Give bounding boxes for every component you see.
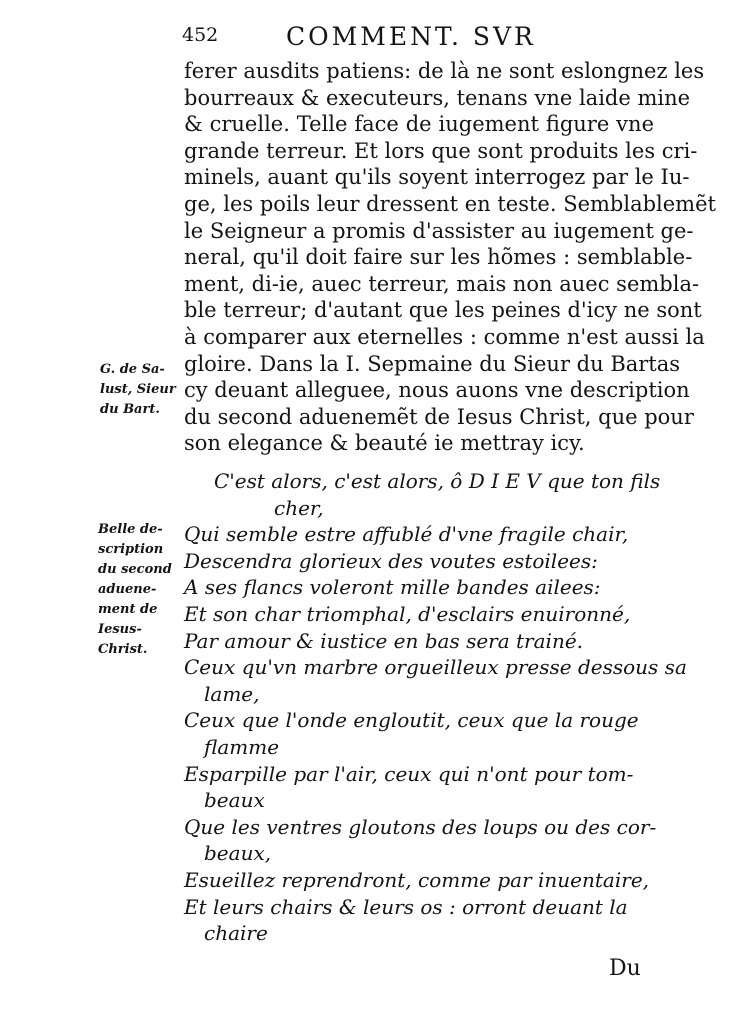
margin-note-line: scription [98, 542, 164, 557]
verse-line: Par amour & iustice en bas sera trainé. [184, 628, 584, 653]
prose-line: neral, qu'il doit faire sur les hõmes : semblable- [184, 245, 693, 270]
prose-paragraph [184, 58, 716, 457]
margin-note-author [100, 360, 180, 420]
margin-note-line: ment de [98, 602, 158, 617]
verse-line: Qui semble estre affublé d'vne fragile chair, [184, 522, 629, 547]
prose-line: son elegance & beauté ie mettray icy. [184, 431, 585, 456]
margin-note-description [98, 520, 178, 660]
prose-line: le Seigneur a promis d'assister au iugement ge- [184, 218, 694, 243]
margin-note-line: lust, Sieur [100, 382, 176, 397]
catchword: Du [609, 956, 641, 981]
verse-line: Ceux que l'onde engloutit, ceux que la rouge [184, 708, 639, 733]
verse-line: A ses flancs voleront mille bandes ailees: [184, 575, 601, 600]
prose-line: ble terreur; d'autant que les peines d'icy ne sont [184, 298, 702, 323]
margin-note-line: aduene- [98, 582, 157, 597]
verse-line: beaux, [204, 841, 272, 866]
running-title: COMMENT. SVR [286, 22, 536, 51]
prose-line: du second aduenemẽt de Iesus Christ, que pour [184, 404, 694, 429]
prose-line: minels, auant qu'ils soyent interrogez par le Iu- [184, 165, 690, 190]
margin-note-line: Iesus- [98, 622, 142, 637]
prose-line: à comparer aux eternelles : comme n'est aussi la [184, 324, 705, 349]
verse-line: chaire [204, 921, 268, 946]
verse-line: lame, [204, 681, 260, 706]
margin-note-line: G. de Sa- [100, 362, 165, 377]
verse-line: cher, [274, 495, 324, 520]
verse-line: beaux [204, 788, 265, 813]
margin-note-line: du second [98, 562, 172, 577]
prose-line: ge, les poils leur dressent en teste. Semblablemẽt [184, 191, 716, 216]
verse-line: C'est alors, c'est alors, ô D I E V que ton fils [214, 469, 661, 493]
verse-line: Ceux qu'vn marbre orgueilleux presse dessous sa [184, 655, 687, 680]
verse-line: Descendra glorieux des voutes estoilees: [184, 548, 598, 573]
prose-line: ferer ausdits patiens: de là ne sont eslongnez les [184, 59, 705, 83]
verse-line: Et leurs chairs & leurs os : orront deuant la [184, 894, 628, 919]
verse-line: Et son char triomphal, d'esclairs enuironné, [184, 601, 631, 626]
prose-line: grande terreur. Et lors que sont produits les cri- [184, 138, 698, 163]
prose-line: bourreaux & executeurs, tenans vne laide mine [184, 85, 691, 110]
margin-note-line: Belle de- [98, 522, 163, 537]
running-header [182, 22, 652, 56]
margin-note-line: Christ. [98, 642, 148, 657]
margin-note-line: du Bart. [100, 402, 160, 417]
prose-line: ment, di-ie, auec terreur, mais non auec sembla- [184, 271, 700, 296]
verse-line: flamme [204, 734, 280, 759]
prose-line: gloire. Dans la I. Sepmaine du Sieur du Bartas [184, 351, 681, 376]
verse-line: Esparpille par l'air, ceux qui n'ont pour tom- [184, 761, 634, 786]
prose-line: cy deuant alleguee, nous auons vne description [184, 378, 690, 403]
page-number: 452 [182, 24, 219, 46]
prose-line: & cruelle. Telle face de iugement figure vne [184, 112, 654, 137]
verse-line: Que les ventres gloutons des loups ou des cor- [184, 814, 657, 839]
verse-line: Esueillez reprendront, comme par inuentaire, [184, 867, 650, 892]
verse-quotation [184, 468, 687, 947]
